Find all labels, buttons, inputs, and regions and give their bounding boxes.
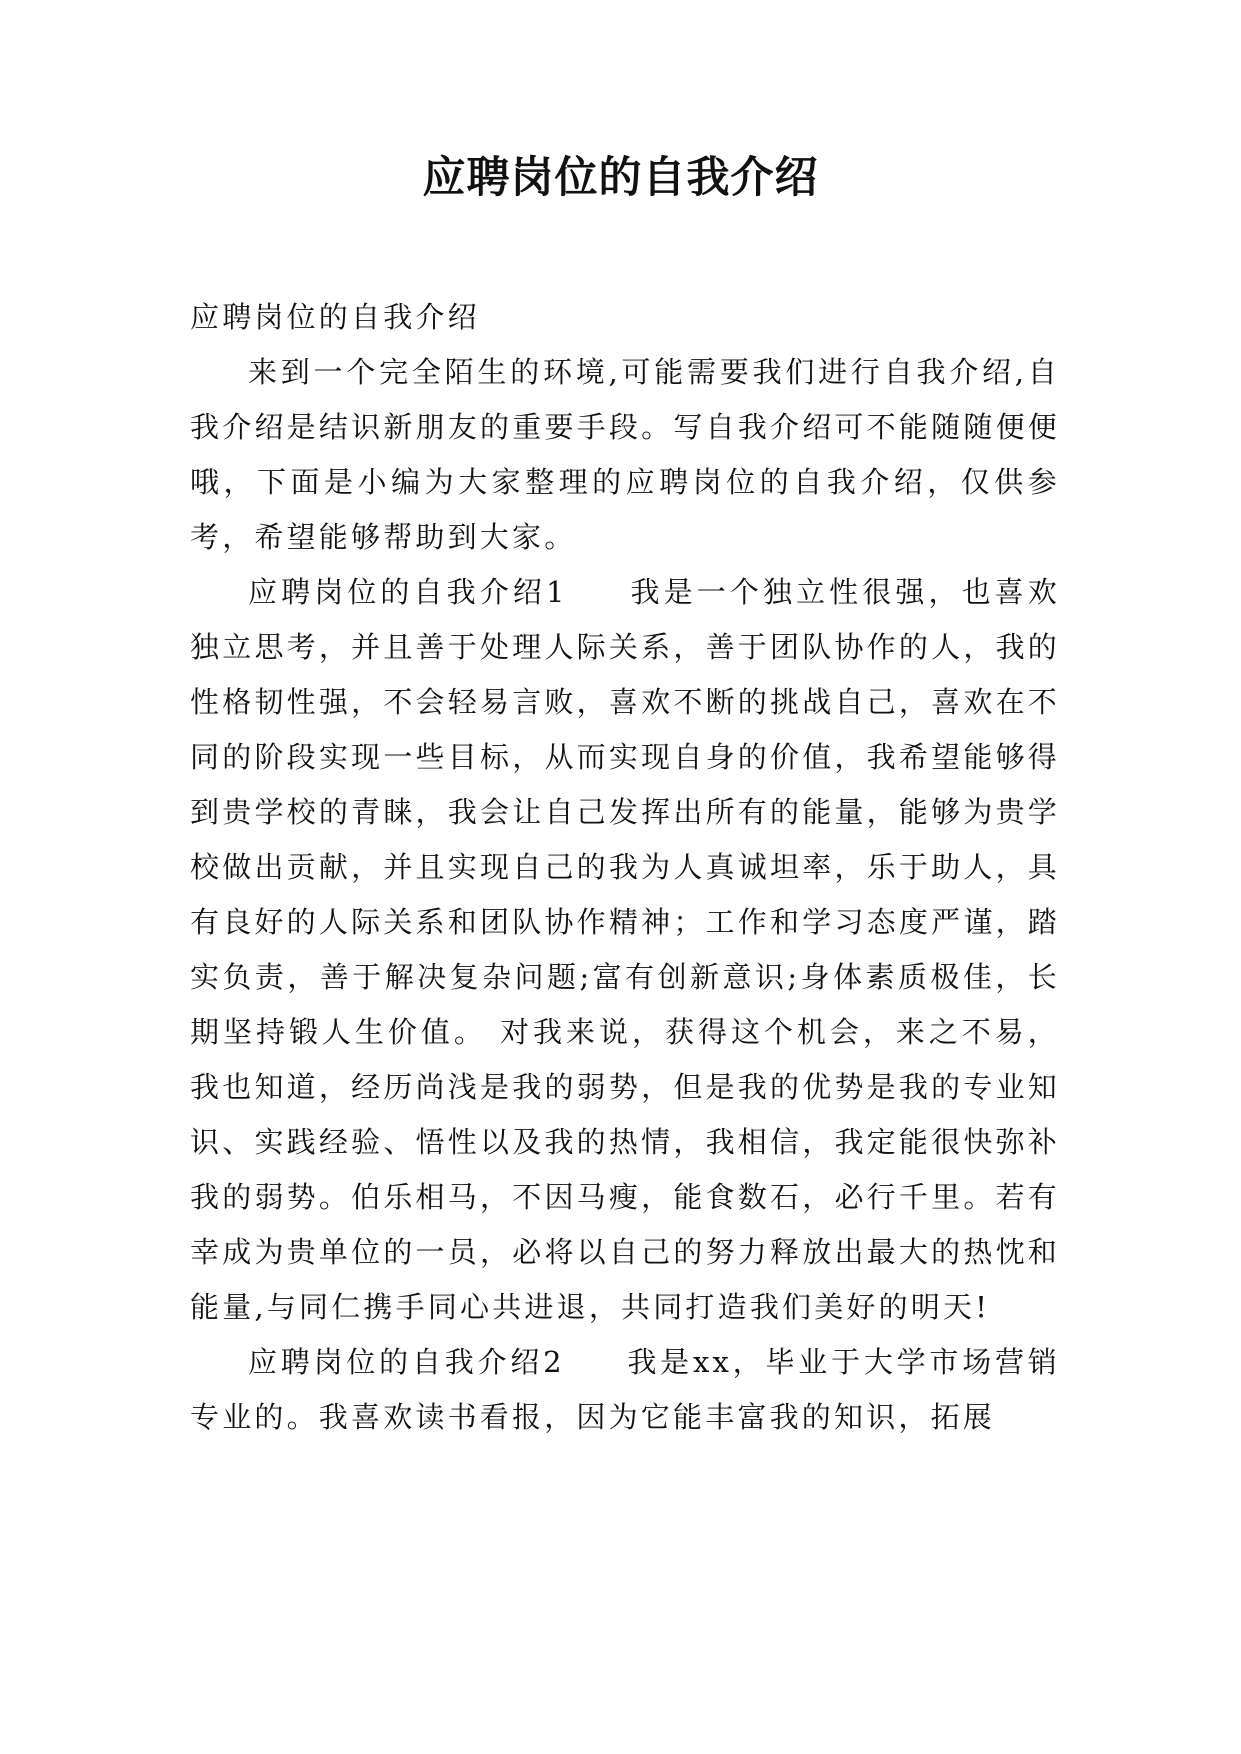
section-1-text: 我是一个独立性很强，也喜欢独立思考，并且善于处理人际关系，善于团队协作的人，我的性格韧性强，不会轻易言败，喜欢不断的挑战自己，喜欢在不同的阶段实现一些目标，从而实现自身的价值，我希望能够得到贵学校的青睐，我会让自己发挥出所有的能量，能够为贵学校做出贡献，并且实现自己的我为人真诚坦率，乐于助人，具有良好的人际关系和团队协作精神；工作和学习态度严谨，踏实负责，善于解决复杂问题;富有创新意识;身体素质极佳，长期坚持锻人生价值。 对我来说，获得这个机会，来之不易，我也知道，经历尚浅是我的弱势，但是我的优势是我的专业知识、实践经验、悟性以及我的热情，我相信，我定能很快弥补我的弱势。伯乐相马，不因马瘦，能食数石，必行千里。若有幸成为贵单位的一员，必将以自己的努力释放出最大的热忱和能量,与同仁携手同心共进退，共同打造我们美好的明天! xyxy=(190,575,1060,1324)
document-subtitle: 应聘岗位的自我介绍 xyxy=(190,300,480,334)
section-2-heading: 应聘岗位的自我介绍2 xyxy=(248,1345,565,1379)
document-title: 应聘岗位的自我介绍 xyxy=(422,153,819,203)
intro-paragraph: 来到一个完全陌生的环境,可能需要我们进行自我介绍,自我介绍是结识新朋友的重要手段。写自我介绍可不能随随便便哦，下面是小编为大家整理的应聘岗位的自我介绍，仅供参考，希望能够帮助到大家。 xyxy=(190,355,1060,554)
section-2-paragraph xyxy=(190,1335,1060,1445)
document-body xyxy=(190,290,1060,1445)
section-1-heading: 应聘岗位的自我介绍1 xyxy=(248,575,568,609)
section-1-paragraph xyxy=(190,565,1060,1335)
section-2-text: 我是xx，毕业于大学市场营销专业的。我喜欢读书看报，因为它能丰富我的知识，拓展 xyxy=(190,1345,1061,1434)
